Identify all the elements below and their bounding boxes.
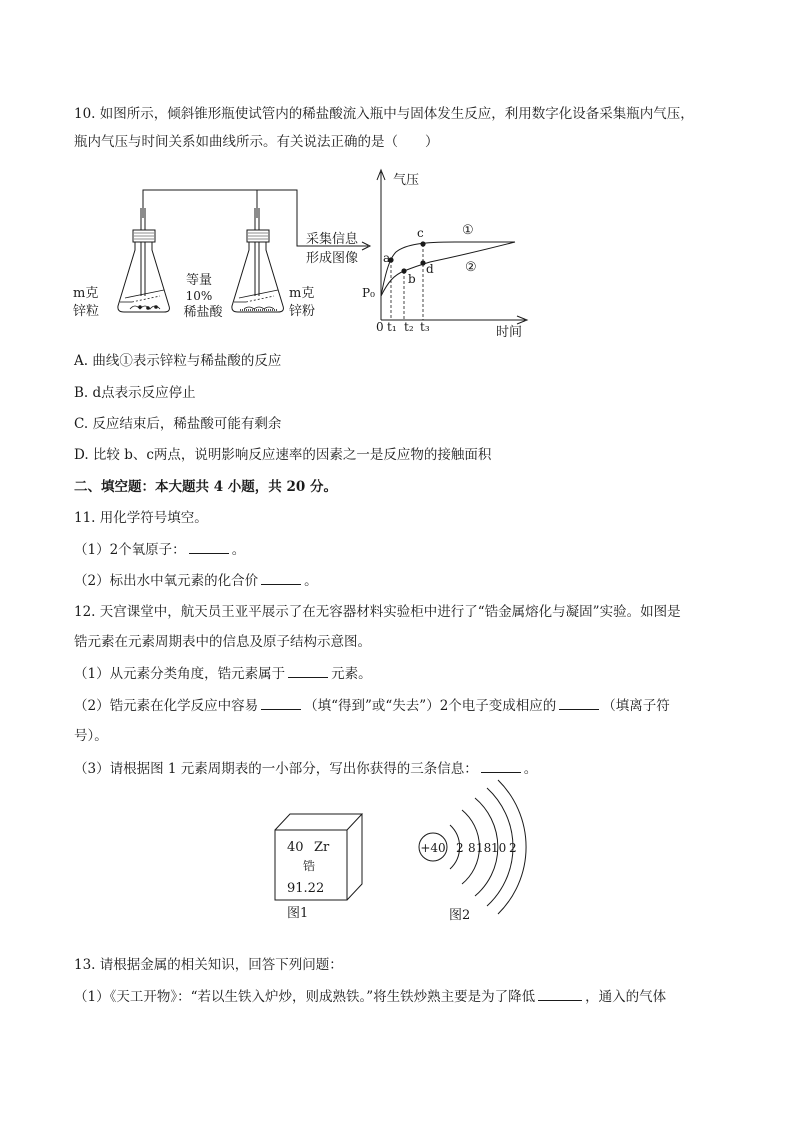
- t2-label: t₂: [404, 320, 414, 334]
- arrow-label-2: 形成图像: [306, 251, 359, 266]
- shell-5-count: 2: [509, 841, 517, 855]
- left-flask-label-2: 锌粒: [73, 304, 100, 319]
- q11-part2-end: 。: [304, 573, 318, 589]
- origin-label: 0: [376, 320, 384, 334]
- point-d-label: d: [426, 262, 434, 276]
- q13-part1-text: （1）《天工开物》：“若以生铁入炉炒，则成熟铁。”将生铁炒熟主要是为了降低: [74, 989, 536, 1005]
- left-flask-label-1: m克: [73, 286, 99, 301]
- q10-figure: [0, 0, 794, 350]
- shell-3-count: 18: [476, 841, 492, 855]
- q12-part2-text: （2）锆元素在化学反应中容易: [74, 698, 259, 714]
- answer-blank: [261, 697, 301, 710]
- answer-blank: [559, 697, 599, 710]
- point-b-label: b: [408, 272, 416, 286]
- connecting-tube: [143, 190, 257, 218]
- right-flask: [232, 208, 284, 312]
- q12-part2-end: （填离子符: [602, 698, 670, 714]
- q12-part3-end: 。: [523, 761, 538, 777]
- middle-label-1: 等量: [185, 273, 213, 288]
- nucleus-charge: +40: [420, 841, 446, 855]
- q11-stem: 11. 用化学符号填空。: [74, 510, 208, 526]
- atom-structure-figure: [419, 780, 526, 923]
- element-name: 锆: [303, 859, 316, 873]
- answer-blank: [261, 572, 301, 585]
- q11-part2-text: （2）标出水中氧元素的化合价: [74, 573, 259, 589]
- q10-option-d: D. 比较 b、c两点，说明影响反应速率的因素之一是反应物的接触面积: [74, 447, 492, 463]
- q12-part2-line2: 号）。: [74, 728, 108, 744]
- q10-option-b: B. d点表示反应停止: [74, 385, 196, 401]
- point-c-marker: [420, 241, 425, 246]
- curve-1-label: ①: [462, 223, 474, 238]
- section-2-heading: 二、填空题：本大题共 4 小题，共 20 分。: [74, 479, 337, 495]
- answer-blank: [288, 665, 328, 678]
- q12-part1-end: 元素。: [331, 666, 372, 682]
- q12-part2-mid: （填“得到”或“失去”）2个电子变成相应的: [304, 698, 557, 714]
- q11-part1: [74, 540, 245, 560]
- point-a-label: a: [383, 251, 391, 265]
- middle-label-2: 10%: [185, 289, 213, 303]
- arrow-label-1: 采集信息: [306, 232, 359, 247]
- q10-stem-line2: 瓶内气压与时间关系如曲线所示。有关说法正确的是（ ）: [74, 134, 439, 150]
- q12-stem-line2: 锆元素在元素周期表中的信息及原子结构示意图。: [74, 634, 371, 650]
- right-flask-label-2: 锌粉: [289, 304, 316, 319]
- q10-option-a: A. 曲线①表示锌粒与稀盐酸的反应: [74, 353, 282, 369]
- q13-part1: [74, 987, 666, 1007]
- q11-part2: [74, 571, 318, 591]
- left-flask: [118, 208, 170, 312]
- fig1-caption: 图1: [287, 906, 309, 921]
- curve-1: [381, 242, 515, 296]
- element-symbol: Zr: [314, 840, 330, 855]
- shell-1-count: 2: [456, 841, 464, 855]
- curve-2: [381, 242, 515, 296]
- q11-part1-text: （1）2个氧原子：: [74, 542, 186, 558]
- q12-part3-text: （3）请根据图 1 元素周期表的一小部分，写出你获得的三条信息：: [74, 761, 478, 777]
- point-d-marker: [420, 260, 425, 265]
- right-flask-label-1: m克: [289, 286, 315, 301]
- q12-part1-text: （1）从元素分类角度，锆元素属于: [74, 666, 286, 682]
- p0-label: P₀: [362, 286, 375, 300]
- fig2-caption: 图2: [449, 908, 471, 923]
- q12-stem-line1: 12. 天宫课堂中，航天员王亚平展示了在无容器材料实验柜中进行了“锆金属熔化与凝固”实验。如图是: [74, 604, 681, 620]
- shell-4-count: 10: [491, 841, 507, 855]
- point-c-label: c: [417, 226, 424, 240]
- q11-part1-end: 。: [231, 542, 246, 558]
- answer-blank: [538, 988, 582, 1001]
- middle-label-3: 稀盐酸: [183, 305, 223, 320]
- q10-stem-line1: 10. 如图所示，倾斜锥形瓶使试管内的稀盐酸流入瓶中与固体发生反应，利用数字化设备采集瓶内气压，: [74, 106, 694, 122]
- t1-label: t₁: [387, 320, 397, 334]
- q13-stem: 13. 请根据金属的相关知识，回答下列问题：: [74, 957, 343, 973]
- shell-2-count: 8: [468, 841, 476, 855]
- curve-2-label: ②: [465, 260, 477, 275]
- element-number: 40: [287, 840, 304, 855]
- answer-blank: [189, 541, 229, 554]
- q13-part1-end: ，通入的气体: [585, 989, 667, 1005]
- x-axis-label: 时间: [496, 325, 523, 340]
- pressure-time-graph: [362, 170, 527, 340]
- q12-figures: [0, 770, 794, 930]
- element-cell-figure: [275, 814, 362, 921]
- q12-part2: [74, 696, 670, 716]
- point-b-marker: [401, 268, 406, 273]
- y-axis-label: 气压: [393, 173, 420, 188]
- q10-option-c: C. 反应结束后，稀盐酸可能有剩余: [74, 416, 282, 432]
- element-mass: 91.22: [287, 881, 325, 896]
- q12-part1: [74, 664, 372, 684]
- t3-label: t₃: [420, 320, 430, 334]
